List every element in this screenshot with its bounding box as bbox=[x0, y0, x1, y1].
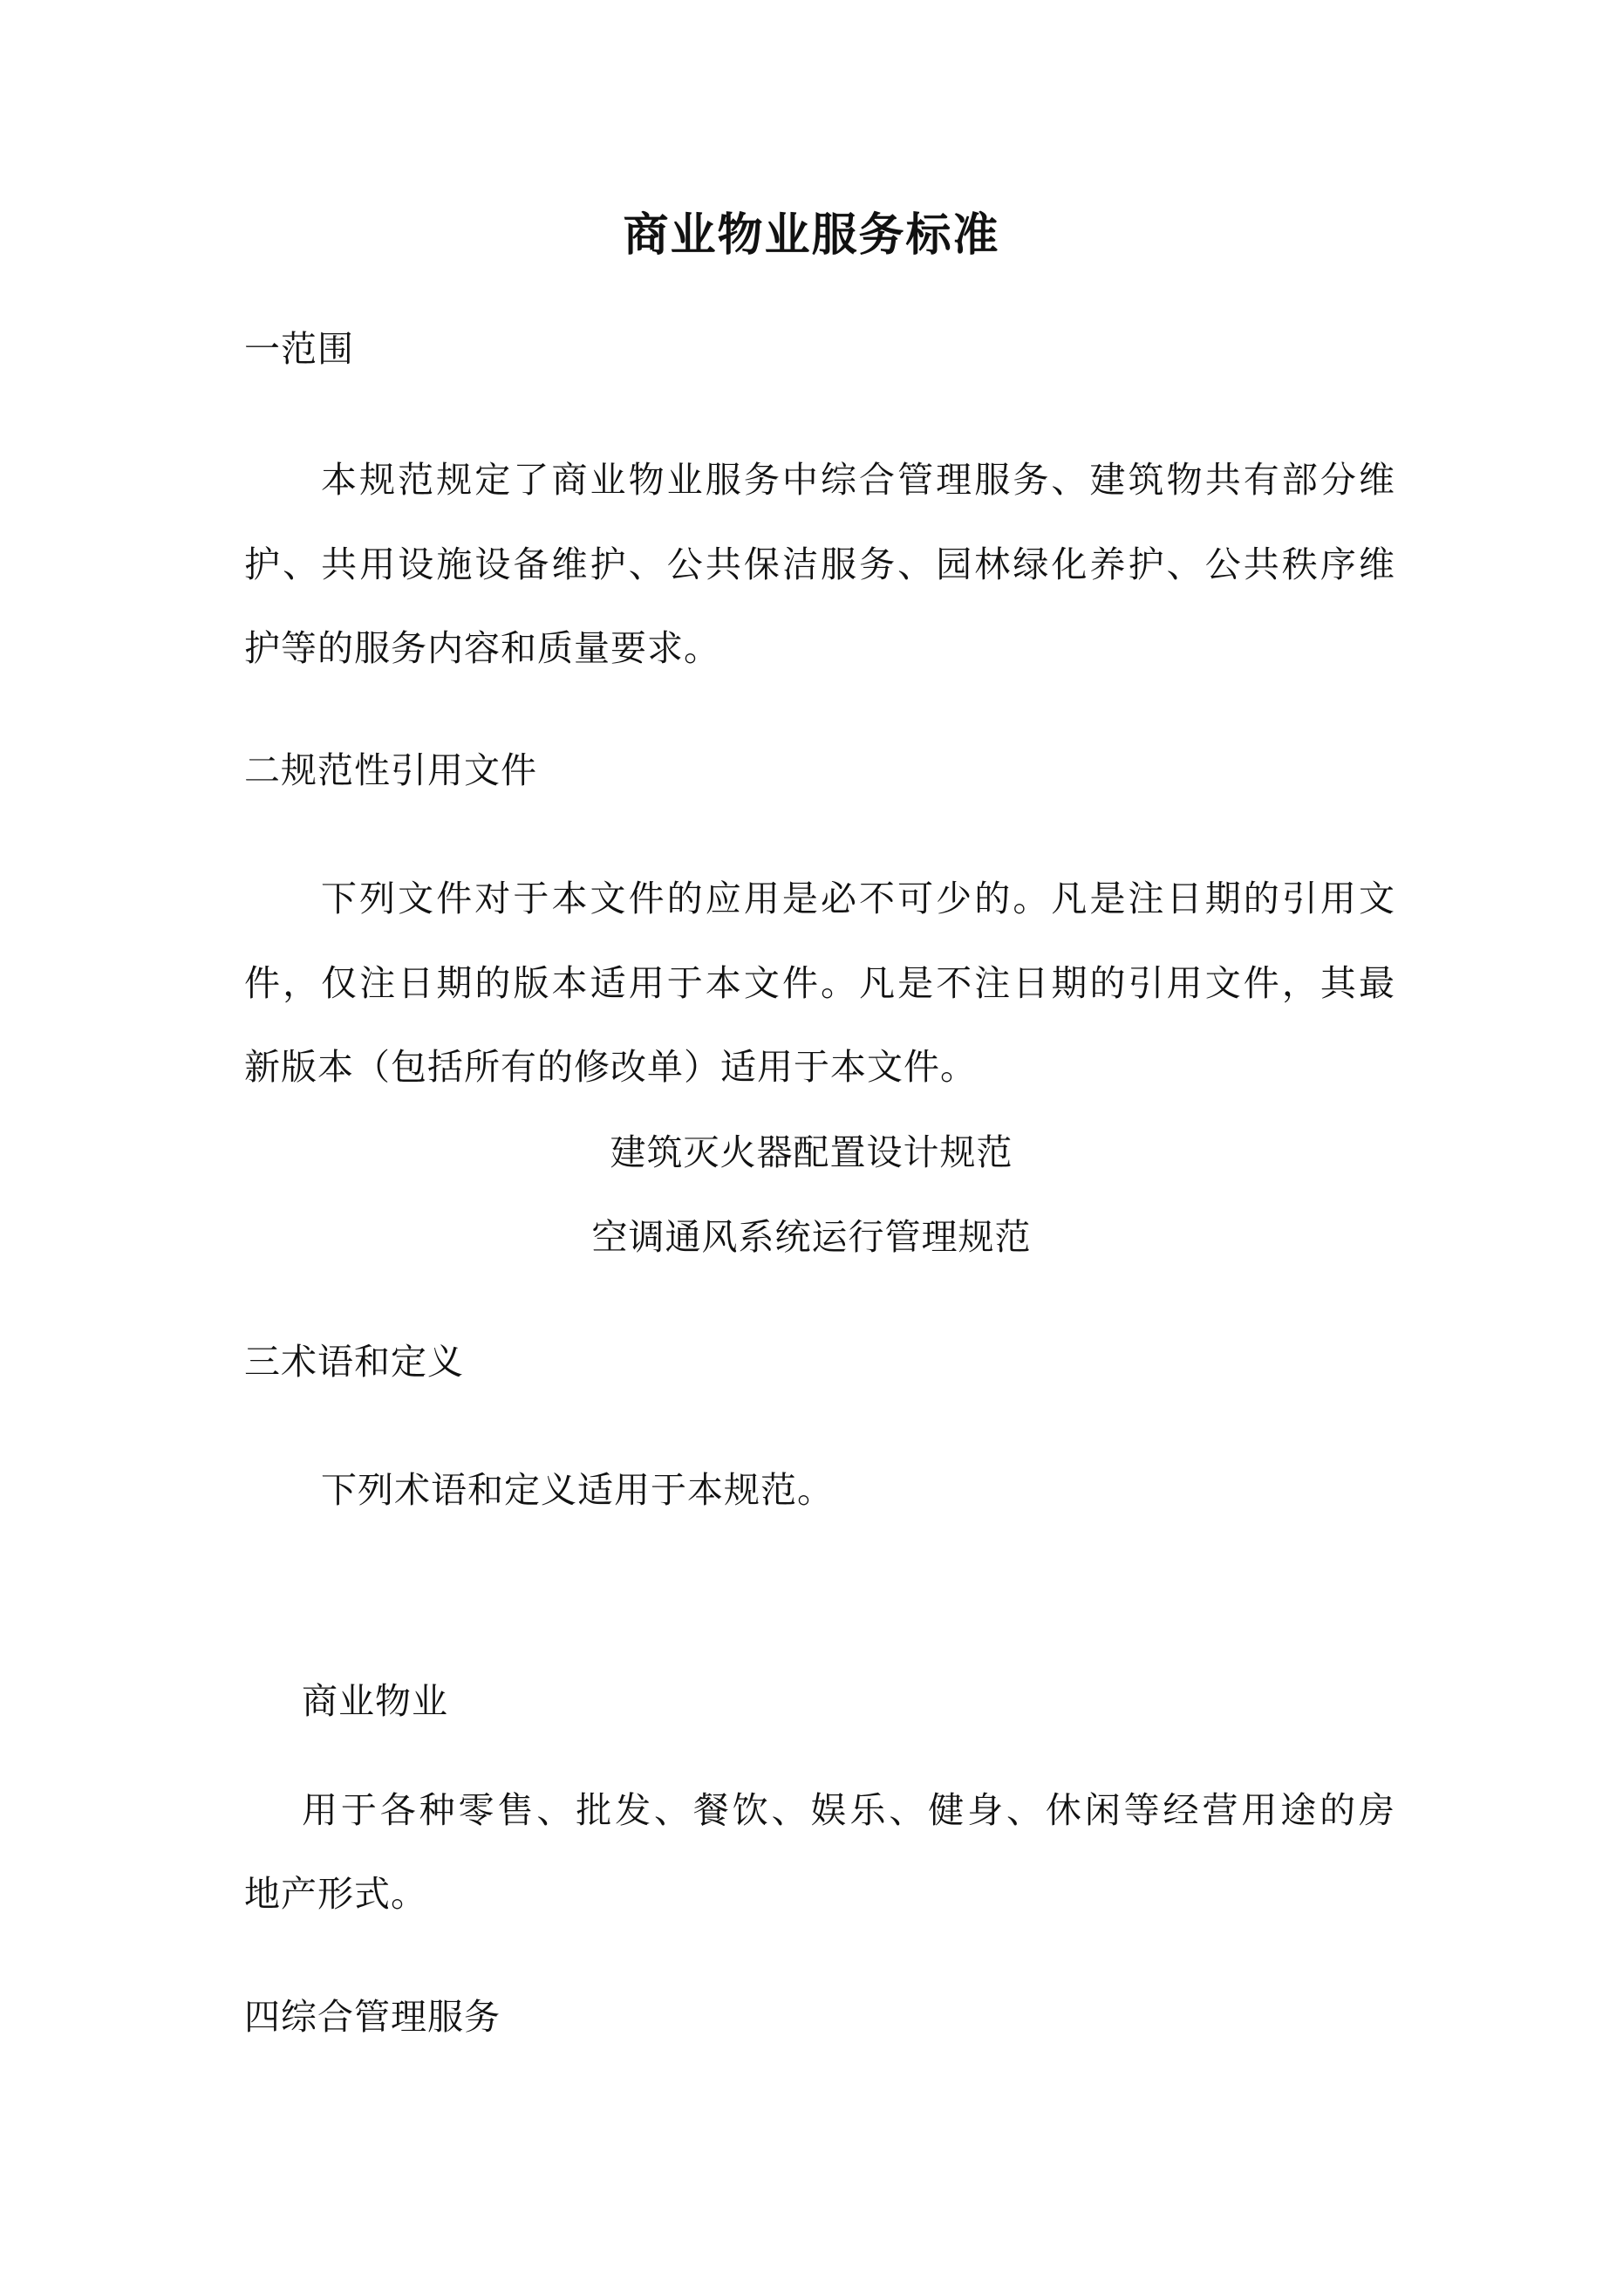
section-heading-scope: 一范围 bbox=[244, 328, 354, 370]
scope-paragraph-line: 护、共用设施设备维护、公共保洁服务、园林绿化养护、公共秩序维 bbox=[244, 543, 1395, 585]
section-heading-terms: 三术语和定义 bbox=[244, 1341, 464, 1383]
scope-paragraph-line: 本规范规定了商业物业服务中综合管理服务、建筑物共有部分维 bbox=[321, 459, 1395, 501]
references-paragraph-line: 下列文件对于本文件的应用是必不可少的。凡是注日期的引用文 bbox=[321, 878, 1395, 919]
term-definition-line: 地产形式。 bbox=[244, 1873, 427, 1915]
section-heading-references: 二规范性引用文件 bbox=[244, 749, 537, 791]
terms-intro: 下列术语和定义适用于本规范。 bbox=[321, 1469, 834, 1511]
term-definition-line: 用于各种零售、批发、餐饮、娱乐、健身、休闲等经营用途的房 bbox=[302, 1789, 1395, 1831]
scope-paragraph-line: 护等的服务内容和质量要求。 bbox=[244, 627, 720, 669]
references-paragraph-line: 新版本（包括所有的修改单）适用于本文件。 bbox=[244, 1046, 977, 1088]
section-heading-management: 四综合管理服务 bbox=[244, 1996, 501, 2038]
term-name: 商业物业 bbox=[302, 1680, 448, 1722]
document-title: 商业物业服务标准 bbox=[623, 208, 1000, 262]
referenced-document: 建筑灭火器配置设计规范 bbox=[610, 1131, 1013, 1173]
referenced-document: 空调通风系统运行管理规范 bbox=[591, 1216, 1032, 1258]
references-paragraph-line: 件，仅注日期的版本适用于本文件。凡是不注日期的引用文件，其最 bbox=[244, 962, 1395, 1004]
